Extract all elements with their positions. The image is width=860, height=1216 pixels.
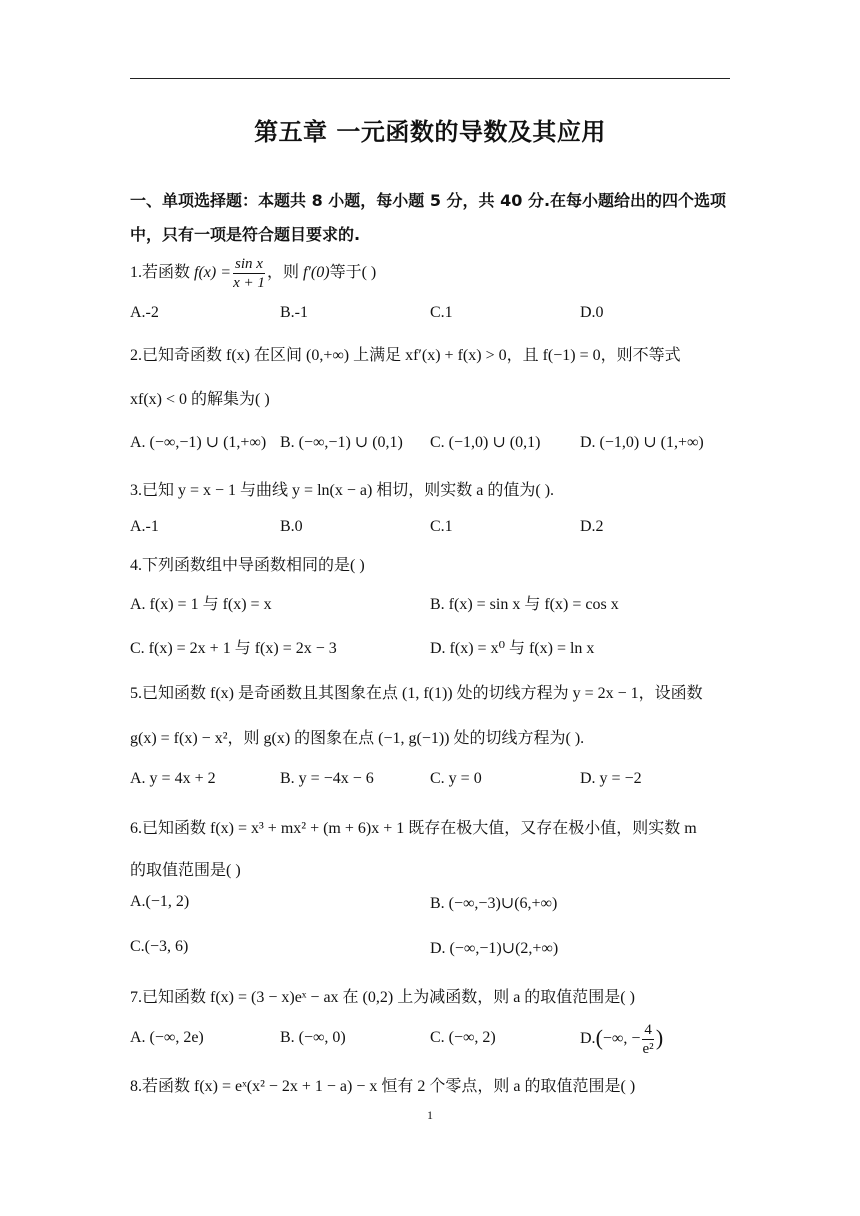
q7-option-d[interactable] [580, 1020, 663, 1058]
q5-option-c[interactable]: C. y = 0 [430, 770, 482, 787]
q2-option-d[interactable]: D. (−1,0) ∪ (1,+∞) [580, 434, 704, 451]
q2-option-c[interactable]: C. (−1,0) ∪ (0,1) [430, 434, 541, 451]
q6-option-a[interactable]: A.(−1, 2) [130, 893, 190, 910]
section-heading: 一、单项选择题：本题共 8 小题，每小题 5 分，共 40 分.在每小题给出的四个选项中，只有一项是符合题目要求的. [130, 191, 727, 244]
q7-fraction-denominator: e² [642, 1040, 654, 1057]
q1-option-c[interactable]: C.1 [430, 304, 453, 321]
header-rule [130, 78, 730, 79]
q3-option-c[interactable]: C.1 [430, 518, 453, 535]
q5-option-b[interactable]: B. y = −4x − 6 [280, 770, 374, 787]
chapter-title: 第五章 一元函数的导数及其应用 [254, 118, 606, 146]
q7-left-paren: ( [595, 1025, 603, 1050]
q1-text-b: ，则 [266, 264, 303, 282]
question-7-stem: 7.已知函数 f(x) = (3 − x)eˣ − ax 在 (0,2) 上为减函数，则 a 的取值范围是( ) [130, 989, 635, 1006]
question-6-stem-line2: 的取值范围是( ) [130, 862, 241, 879]
q5-option-d[interactable]: D. y = −2 [580, 770, 642, 787]
q4-option-b[interactable]: B. f(x) = sin x 与 f(x) = cos x [430, 596, 619, 613]
q7-option-b[interactable]: B. (−∞, 0) [280, 1029, 346, 1046]
q6-option-d[interactable]: D. (−∞,−1)∪(2,+∞) [430, 940, 559, 957]
question-5-stem-line1: 5.已知函数 f(x) 是奇函数且其图象在点 (1, f(1)) 处的切线方程为 y = 2x − 1，设函数 [130, 685, 703, 702]
q1-denominator: x + 1 [233, 275, 265, 291]
q7-option-c[interactable]: C. (−∞, 2) [430, 1029, 496, 1046]
q6-option-b[interactable]: B. (−∞,−3)∪(6,+∞) [430, 895, 558, 912]
q3-option-d[interactable]: D.2 [580, 518, 604, 535]
q5-option-a[interactable]: A. y = 4x + 2 [130, 770, 216, 787]
question-2-stem-line1: 2.已知奇函数 f(x) 在区间 (0,+∞) 上满足 xf′(x) + f(x) > 0，且 f(−1) = 0，则不等式 [130, 347, 681, 364]
question-3-stem: 3.已知 y = x − 1 与曲线 y = ln(x − a) 相切，则实数 a 的值为( ). [130, 482, 555, 499]
q1-option-b[interactable]: B.-1 [280, 304, 308, 321]
q7-right-paren: ) [655, 1025, 664, 1050]
q7-option-d-interval: −∞, − [602, 1030, 641, 1047]
question-2-stem-line2: xf(x) < 0 的解集为( ) [130, 391, 270, 408]
q1-text-a: 1.若函数 [130, 264, 195, 282]
q1-option-d[interactable]: D.0 [580, 304, 604, 321]
q7-option-a[interactable]: A. (−∞, 2e) [130, 1029, 204, 1046]
q1-option-a[interactable]: A.-2 [130, 304, 159, 321]
q3-option-a[interactable]: A.-1 [130, 518, 159, 535]
q4-option-a[interactable]: A. f(x) = 1 与 f(x) = x [130, 596, 272, 613]
question-5-stem-line2: g(x) = f(x) − x²，则 g(x) 的图象在点 (−1, g(−1)) 处的切线方程为( ). [130, 730, 585, 747]
question-8-stem: 8.若函数 f(x) = eˣ(x² − 2x + 1 − a) − x 恒有 2 个零点，则 a 的取值范围是( ) [130, 1078, 636, 1095]
q2-option-b[interactable]: B. (−∞,−1) ∪ (0,1) [280, 434, 403, 451]
q3-option-b[interactable]: B.0 [280, 518, 303, 535]
q6-option-c[interactable]: C.(−3, 6) [130, 938, 189, 955]
q7-fraction-numerator: 4 [644, 1021, 652, 1038]
question-6-stem-line1: 6.已知函数 f(x) = x³ + mx² + (m + 6)x + 1 既存在极大值，又存在极小值，则实数 m [130, 820, 697, 837]
q7-option-d-label: D. [580, 1030, 596, 1047]
q7-option-d-fraction [642, 1021, 654, 1058]
q2-option-a[interactable]: A. (−∞,−1) ∪ (1,+∞) [130, 434, 267, 451]
q4-option-c[interactable]: C. f(x) = 2x + 1 与 f(x) = 2x − 3 [130, 640, 337, 657]
question-4-stem: 4.下列函数组中导函数相同的是( ) [130, 557, 365, 574]
q1-numerator: sin x [235, 256, 263, 272]
q4-option-d[interactable]: D. f(x) = x⁰ 与 f(x) = ln x [430, 640, 595, 657]
q1-fraction [233, 255, 265, 292]
q1-function-name: f(x) = [194, 264, 232, 282]
q1-derivative: f′(0) [302, 264, 330, 282]
question-1-stem [130, 255, 740, 292]
q1-text-c: 等于( ) [329, 264, 377, 282]
page-number: 1 [427, 1108, 433, 1122]
